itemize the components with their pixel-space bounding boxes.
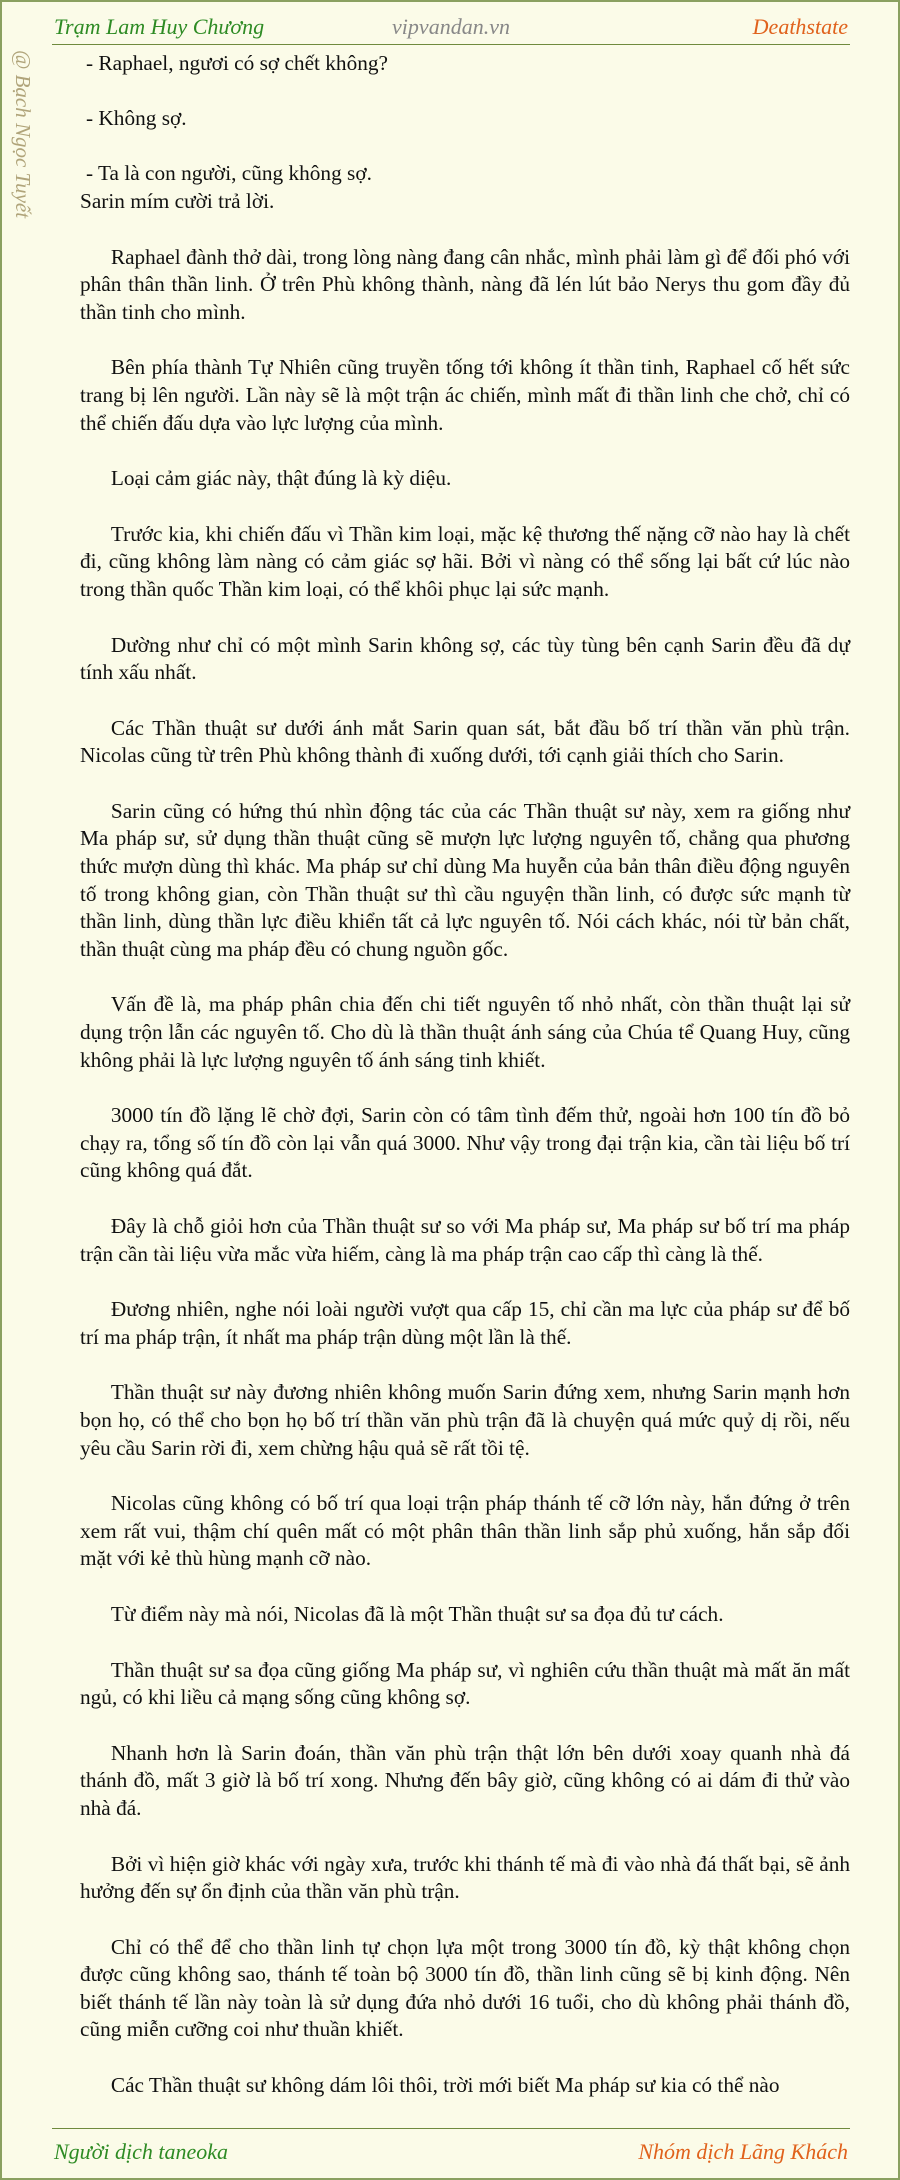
dialogue-line: - Raphael, ngươi có sợ chết không? [86, 51, 388, 75]
paragraph: Nhanh hơn là Sarin đoán, thần văn phù trận thật lớn bên dưới xoay quanh nhà đá thánh đồ, mất 3 giờ là bố trí xong. Nhưng đến bây giờ, cũng không có ai dám đi thử vào nhà đá. [80, 1740, 850, 1820]
page-footer [52, 2128, 850, 2169]
paragraph: Các Thần thuật sư dưới ánh mắt Sarin quan sát, bắt đầu bố trí thần văn phù trận. Nicolas cũng từ trên Phù không thành đi xuống dưới, tới cạnh giải thích cho Sarin. [80, 715, 850, 768]
paragraph: Đương nhiên, nghe nói loài người vượt qua cấp 15, chỉ cần ma lực của pháp sư để bố trí ma pháp trận, ít nhất ma pháp trận dùng một lần là thế. [80, 1297, 850, 1349]
paragraph: Nicolas cũng không có bố trí qua loại trận pháp thánh tế cỡ lớn này, hắn đứng ở trên xem rất vui, thậm chí quên mất có một phân thân thần linh sắp phủ xuống, hắn sắp đối mặt với kẻ thù hùng mạnh cỡ nào. [80, 1491, 850, 1571]
paragraph: Thần thuật sư này đương nhiên không muốn Sarin đứng xem, nhưng Sarin mạnh hơn bọn họ, có thể cho bọn họ bố trí thần văn phù trận đã là chuyện quá mức quỷ dị rồi, nếu yêu cầu Sarin rời đi, xem chừng hậu quả sẽ rất tồi tệ. [80, 1380, 850, 1460]
paragraph: Chỉ có thể để cho thần linh tự chọn lựa một trong 3000 tín đồ, kỳ thật không chọn được cũng không sao, thánh tế toàn bộ 3000 tín đồ, thần linh cũng sẽ bị kinh động. Nên biết thánh tế lần này toàn là sử dụng đứa nhỏ dưới 16 tuổi, cho dù không phải thánh đồ, cũng miễn cưỡng coi như thuần khiết. [80, 1934, 850, 2042]
paragraph: Raphael đành thở dài, trong lòng nàng đang cân nhắc, mình phải làm gì để đối phó với phân thân thần linh. Ở trên Phù không thành, nàng đã lén lút bảo Nerys thu gom đầy đủ thần tinh cho mình. [80, 244, 850, 324]
paragraph: Trước kia, khi chiến đấu vì Thần kim loại, mặc kệ thương thế nặng cỡ nào hay là chết đi, cũng không làm nàng có cảm giác sợ hãi. Bởi vì nàng có thể sống lại bất cứ lúc nào trong thần quốc Thần kim loại, có thể khôi phục lại sức mạnh. [80, 521, 850, 601]
narration-line: Sarin mím cười trả lời. [80, 188, 275, 213]
paragraph: Bởi vì hiện giờ khác với ngày xưa, trước khi thánh tế mà đi vào nhà đá thất bại, sẽ ảnh hưởng đến sự ổn định của thần văn phù trận. [80, 1851, 850, 1904]
paragraph: Bên phía thành Tự Nhiên cũng truyền tống tới không ít thần tinh, Raphael cố hết sức trang bị lên người. Lần này sẽ là một trận ác chiến, mình mất đi thần linh che chở, chỉ có thể chiến đấu dựa vào lực lượng của mình. [80, 355, 850, 435]
dialogue-line: - Ta là con người, cũng không sợ. [86, 161, 372, 186]
paragraph: Các Thần thuật sư không dám lôi thôi, trời mới biết Ma pháp sư kia có thể nào [110, 2073, 780, 2098]
vertical-watermark: @ Bạch Ngọc Tuyết [11, 50, 35, 219]
paragraph: 3000 tín đồ lặng lẽ chờ đợi, Sarin còn có tâm tình đếm thử, ngoài hơn 100 tín đồ bỏ chạy ra, tổng số tín đồ còn lại vẫn quá 3000. Như vậy trong đại trận kia, cần tài liệu bố trí cũng không quá đắt. [80, 1103, 850, 1183]
paragraph: Đây là chỗ giỏi hơn của Thần thuật sư so với Ma pháp sư, Ma pháp sư bố trí ma pháp trận cần tài liệu vừa mắc vừa hiếm, càng là ma pháp trận cao cấp thì càng là thế. [80, 1214, 850, 1266]
footer-translator: Người dịch taneoka [54, 2139, 229, 2164]
footer-group: Nhóm dịch Lãng Khách [638, 2139, 848, 2164]
paragraph: Sarin cũng có hứng thú nhìn động tác của các Thần thuật sư này, xem ra giống như Ma pháp sư, sử dụng thần thuật cũng sẽ mượn lực lượng nguyên tố, chẳng qua phương thức mượn dùng thì khác. Ma pháp sư chỉ dùng Ma huyễn của bản thân điều động nguyên tố trong không gian, còn Thần thuật sư thì cầu nguyện thần linh, có được sức mạnh từ thần linh, dùng thần lực điều khiển tất cả lực nguyên tố. Nói cách khác, nói từ bản chất, thần thuật cùng ma pháp đều có chung nguồn gốc. [80, 798, 850, 961]
dialogue-line: - Không sợ. [86, 106, 187, 131]
header-book-title: Deathstate [752, 14, 848, 39]
paragraph: Loại cảm giác này, thật đúng là kỳ diệu. [110, 466, 452, 491]
page-header [52, 8, 850, 45]
paragraph: Vấn đề là, ma pháp phân chia đến chi tiết nguyên tố nhỏ nhất, còn thần thuật lại sử dụng trộn lẫn các nguyên tố. Cho dù là thần thuật ánh sáng của Chúa tể Quang Huy, cũng không phải là lực lượng nguyên tố ánh sáng tinh khiết. [80, 992, 850, 1072]
paragraph: Từ điểm này mà nói, Nicolas đã là một Thần thuật sư sa đọa đủ tư cách. [110, 1601, 724, 1626]
paragraph: Thần thuật sư sa đọa cũng giống Ma pháp sư, vì nghiên cứu thần thuật mà mất ăn mất ngủ, có khi liều cả mạng sống cũng không sợ. [80, 1657, 850, 1710]
chapter-text [80, 50, 850, 2128]
paragraph: Dường như chỉ có một mình Sarin không sợ, các tùy tùng bên cạnh Sarin đều đã dự tính xấu nhất. [80, 632, 850, 685]
header-site-title: Trạm Lam Huy Chương [54, 14, 265, 39]
header-website[interactable]: vipvandan.vn [392, 14, 510, 39]
